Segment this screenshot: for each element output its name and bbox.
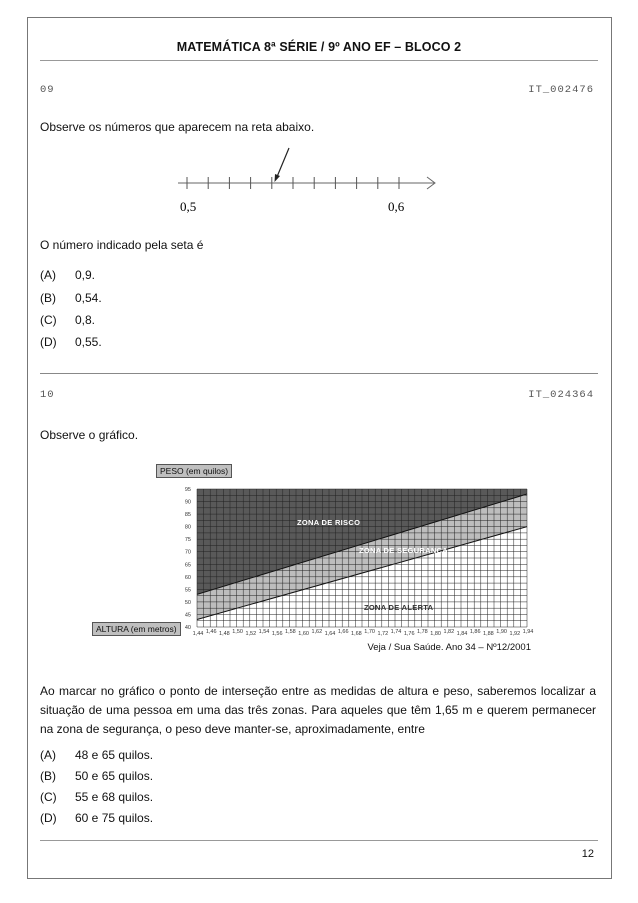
x-tick-label: 1,66 [337, 629, 349, 635]
option-text: 60 e 75 quilos. [75, 811, 154, 825]
header-divider [40, 60, 598, 61]
x-tick-label: 1,86 [469, 629, 481, 635]
x-tick-label: 1,90 [496, 629, 507, 635]
number-line-figure [170, 140, 440, 220]
option-d[interactable] [40, 335, 102, 349]
chart-source: Veja / Sua Saúde. Ano 34 – Nº12/2001 [367, 642, 531, 653]
y-tick-label: 40 [184, 625, 191, 631]
option-b[interactable] [40, 769, 153, 783]
x-tick-label: 1,88 [483, 631, 494, 637]
y-tick-label: 65 [184, 562, 191, 569]
item-code: IT_024364 [528, 389, 594, 401]
y-tick-label: 50 [184, 599, 191, 606]
x-tick-label: 1,58 [285, 629, 296, 635]
option-c[interactable] [40, 790, 153, 804]
option-letter: (C) [40, 790, 57, 804]
item-code: IT_002476 [528, 84, 594, 96]
y-tick-label: 85 [184, 512, 191, 519]
option-b[interactable] [40, 291, 102, 305]
x-tick-label: 1,56 [271, 631, 283, 637]
option-text: 55 e 68 quilos. [75, 790, 154, 804]
option-text: 48 e 65 quilos. [75, 748, 154, 762]
option-text: 0,9. [75, 268, 96, 282]
x-tick-label: 1,82 [443, 629, 455, 635]
line-label-right: 0,6 [388, 199, 405, 214]
x-tick-label: 1,92 [509, 631, 521, 637]
x-axis-title: ALTURA (em metros) [92, 622, 181, 636]
option-letter: (A) [40, 268, 56, 282]
option-text: 0,8. [75, 313, 96, 327]
page-title: MATEMÁTICA 8ª SÉRIE / 9º ANO EF – BLOCO 2 [176, 40, 462, 54]
x-tick-label: 1,76 [403, 631, 415, 637]
y-axis-title: PESO (em quilos) [156, 464, 232, 478]
x-tick-label: 1,64 [324, 631, 336, 637]
question-stem: Ao marcar no gráfico o ponto de interseção entre as medidas de altura e peso, saberemos localizar a situação de uma pessoa em uma das três zonas. Para aqueles que têm 1,65 m e querem permanecer na zona de segurança, o peso deve manter-se, aproximadamente, entre [40, 684, 596, 736]
option-text: 50 e 65 quilos. [75, 769, 154, 783]
x-tick-label: 1,94 [522, 629, 534, 635]
question-number: 10 [40, 389, 55, 401]
y-tick-label: 95 [184, 487, 191, 493]
footer-divider [40, 840, 598, 841]
question-stem: O número indicado pela seta é [40, 238, 204, 252]
question-prompt: Observe os números que aparecem na reta abaixo. [40, 120, 315, 134]
zone-label-safety: ZONA DE SEGURANÇA [359, 546, 448, 555]
option-letter: (B) [40, 291, 56, 305]
x-tick-label: 1,46 [205, 629, 217, 635]
section-divider [40, 373, 598, 374]
option-c[interactable] [40, 313, 95, 327]
option-a[interactable] [40, 268, 95, 282]
question-number: 09 [40, 84, 55, 96]
x-tick-label: 1,68 [351, 631, 362, 637]
option-text: 0,54. [75, 291, 102, 305]
x-tick-label: 1,54 [258, 629, 270, 635]
x-tick-label: 1,80 [430, 631, 441, 637]
x-tick-label: 1,50 [232, 629, 243, 635]
y-tick-label: 60 [184, 574, 191, 581]
x-tick-label: 1,52 [245, 631, 257, 637]
x-tick-label: 1,78 [417, 629, 428, 635]
y-tick-label: 75 [184, 537, 191, 544]
x-tick-label: 1,74 [390, 629, 402, 635]
y-tick-label: 70 [184, 549, 191, 556]
line-label-left: 0,5 [180, 199, 197, 214]
x-tick-label: 1,44 [192, 631, 204, 637]
number-line [178, 177, 435, 189]
option-letter: (A) [40, 748, 56, 762]
y-tick-label: 45 [184, 612, 191, 619]
x-tick-label: 1,48 [219, 631, 230, 637]
zone-label-alert: ZONA DE ALERTA [364, 603, 434, 612]
option-letter: (B) [40, 769, 56, 783]
option-d[interactable] [40, 811, 153, 825]
option-text: 0,55. [75, 335, 102, 349]
y-tick-label: 80 [184, 524, 191, 531]
page-number: 12 [581, 848, 594, 860]
question-prompt: Observe o gráfico. [40, 428, 139, 442]
option-letter: (D) [40, 335, 57, 349]
x-tick-label: 1,60 [298, 631, 309, 637]
indicator-arrow [277, 148, 290, 178]
option-a[interactable] [40, 748, 153, 762]
x-tick-label: 1,72 [377, 631, 389, 637]
option-letter: (D) [40, 811, 57, 825]
y-tick-label: 90 [184, 499, 191, 506]
x-tick-label: 1,62 [311, 629, 323, 635]
x-tick-label: 1,84 [456, 631, 468, 637]
y-tick-label: 55 [184, 587, 191, 594]
weight-height-chart [170, 480, 540, 640]
option-letter: (C) [40, 313, 57, 327]
zone-label-risk: ZONA DE RISCO [297, 518, 361, 527]
arrow-head [275, 174, 281, 182]
x-tick-label: 1,70 [364, 629, 375, 635]
